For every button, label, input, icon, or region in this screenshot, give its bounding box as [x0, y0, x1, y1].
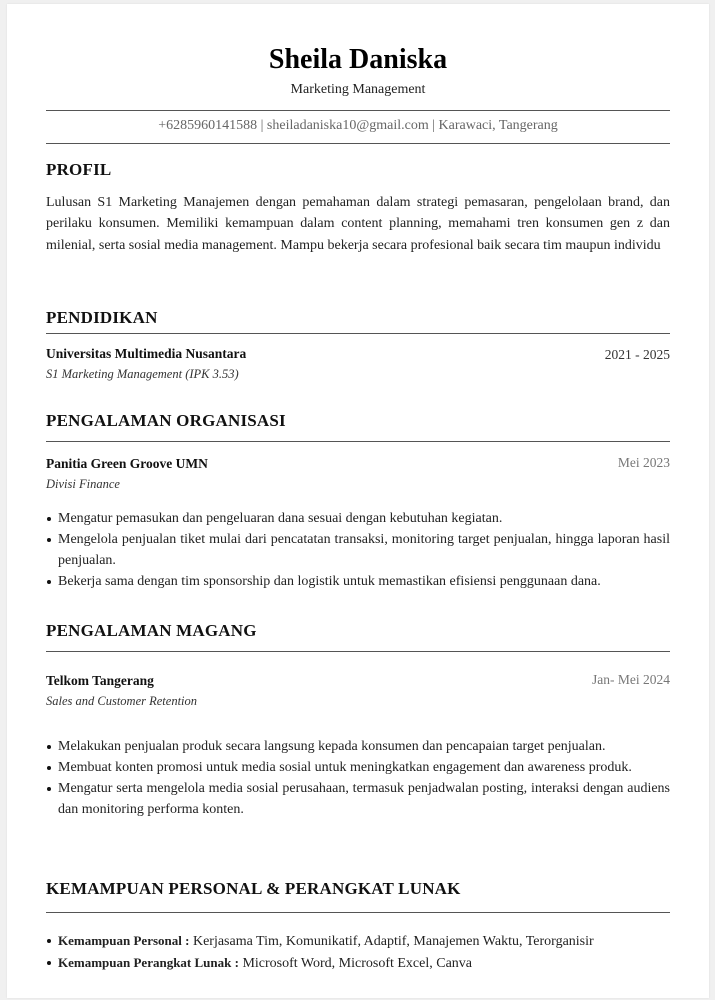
section-title-education: PENDIDIKAN	[46, 308, 158, 327]
candidate-name: Sheila Daniska	[268, 44, 448, 75]
list-item	[46, 930, 670, 952]
organization-divider	[46, 441, 670, 442]
internship-bullets	[46, 736, 670, 820]
education-degree: S1 Marketing Management (IPK 3.53)	[46, 367, 239, 381]
list-item	[46, 952, 670, 974]
skills-divider	[46, 912, 670, 913]
education-institution: Universitas Multimedia Nusantara	[46, 346, 247, 361]
contact-info: +6285960141588 | sheiladaniska10@gmail.com | Karawaci, Tangerang	[158, 118, 558, 133]
section-title-organization: PENGALAMAN ORGANISASI	[46, 411, 286, 430]
internship-date: Jan- Mei 2024	[592, 672, 670, 687]
section-title-internship: PENGALAMAN MAGANG	[46, 621, 257, 640]
skill-label: Kemampuan Perangkat Lunak :	[58, 955, 239, 970]
skills-bullets	[46, 930, 670, 974]
internship-company: Telkom Tangerang	[46, 673, 154, 688]
list-item: Mengatur serta mengelola media sosial perusahaan, termasuk penjadwalan posting, interaksi dengan audiens dan monitoring performa konten.	[46, 778, 670, 820]
skill-value: Kerjasama Tim, Komunikatif, Adaptif, Manajemen Waktu, Terorganisir	[189, 934, 594, 949]
list-item: Membuat konten promosi untuk media sosial untuk meningkatkan engagement dan awareness produk.	[46, 757, 670, 778]
list-item: Melakukan penjualan produk secara langsung kepada konsumen dan pencapaian target penjualan.	[46, 736, 670, 757]
organization-bullets	[46, 508, 670, 592]
skill-label: Kemampuan Personal :	[58, 933, 190, 948]
header-divider-top	[46, 110, 670, 111]
profile-text: Lulusan S1 Marketing Manajemen dengan pemahaman dalam strategi pemasaran, pengelolaan brand, dan perilaku konsumen. Memiliki kemampuan dalam content planning, memahami tren konsumen gen z dan milenial, serta sosial media management. Mampu bekerja secara profesional baik secara tim maupun individu	[46, 195, 670, 253]
organization-name: Panitia Green Groove UMN	[46, 456, 208, 471]
education-date: 2021 - 2025	[604, 347, 670, 362]
organization-date: Mei 2023	[617, 455, 670, 470]
organization-role: Divisi Finance	[46, 477, 120, 491]
header-divider-bottom	[46, 143, 670, 144]
list-item: Bekerja sama dengan tim sponsorship dan logistik untuk memastikan efisiensi penggunaan dana.	[46, 571, 670, 592]
section-title-skills: KEMAMPUAN PERSONAL & PERANGKAT LUNAK	[46, 879, 461, 898]
internship-divider	[46, 651, 670, 652]
list-item: Mengelola penjualan tiket mulai dari pencatatan transaksi, monitoring target penjualan, hingga laporan hasil penjualan.	[46, 529, 670, 571]
internship-role: Sales and Customer Retention	[46, 694, 198, 708]
skill-value: Microsoft Word, Microsoft Excel, Canva	[238, 956, 473, 971]
candidate-title: Marketing Management	[290, 82, 426, 97]
section-title-profile: PROFIL	[46, 160, 112, 179]
education-divider	[46, 333, 670, 334]
resume-page	[7, 4, 709, 998]
list-item: Mengatur pemasukan dan pengeluaran dana sesuai dengan kebutuhan kegiatan.	[46, 508, 670, 529]
